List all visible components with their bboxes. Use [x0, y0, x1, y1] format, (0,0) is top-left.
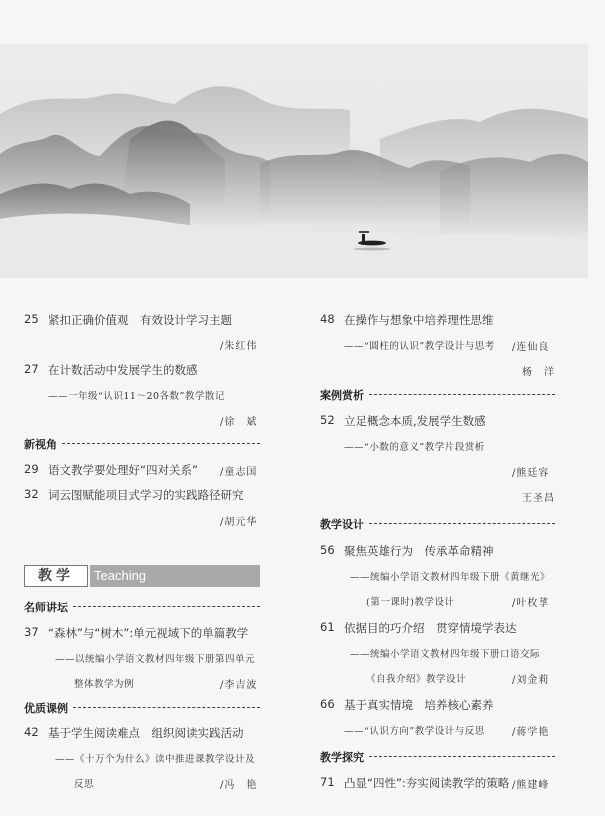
landscape-illustration — [0, 44, 588, 278]
page-number: 52 — [320, 413, 335, 427]
article-title[interactable]: 凸显“四性”:夯实阅读教学的策略 — [344, 776, 510, 790]
article-title[interactable]: 依据目的巧介绍 贯穿情境学表达 — [344, 621, 517, 635]
article-subtitle: 反思 — [74, 779, 95, 790]
section-heading: 教学探究 — [320, 751, 364, 764]
page-number: 29 — [24, 462, 39, 476]
article-subtitle: 整体教学为例 — [74, 679, 135, 690]
section-divider — [369, 523, 555, 524]
article-author: 杨 洋 — [522, 367, 555, 378]
section-heading: 新视角 — [24, 438, 57, 451]
page-number: 48 — [320, 312, 335, 326]
article-author: /熊建峰 — [512, 780, 550, 791]
article-title[interactable]: “森林”与“树木”:单元视域下的单篇教学 — [48, 626, 249, 640]
article-title[interactable]: 语文教学要处理好“四对关系” — [48, 463, 198, 477]
article-title[interactable]: 基于学生阅读难点 组织阅读实践活动 — [48, 726, 244, 740]
article-title[interactable]: 紧扣正确价值观 有效设计学习主题 — [48, 313, 232, 327]
article-subtitle: ——统编小学语文教材四年级下册《黄继光》 — [350, 572, 551, 583]
section-divider — [73, 606, 260, 607]
article-subtitle: ——“小数的意义”教学片段赏析 — [344, 442, 485, 453]
article-author: /熊廷容 — [512, 468, 550, 479]
page-number: 32 — [24, 487, 39, 501]
page-number: 25 — [24, 312, 39, 326]
section-divider — [369, 756, 555, 757]
article-subtitle: ——“认识方向”教学设计与反思 — [344, 726, 485, 737]
page-number: 56 — [320, 543, 335, 557]
article-author: /徐 斌 — [220, 417, 258, 428]
article-author: /连仙良 — [512, 342, 550, 353]
section-heading: 案例赏析 — [320, 389, 364, 402]
page-number: 66 — [320, 697, 335, 711]
page-number: 71 — [320, 775, 335, 789]
article-title[interactable]: 在计数活动中发展学生的数感 — [48, 363, 198, 377]
article-subtitle: ——以统编小学语文教材四年级下册第四单元 — [55, 654, 256, 665]
article-subtitle: ——统编小学语文教材四年级下册口语交际 — [350, 649, 541, 660]
article-author: /冯 艳 — [220, 780, 258, 791]
section-heading: 名师讲坛 — [24, 601, 68, 614]
article-author: /叶枚莩 — [512, 598, 550, 609]
page-number: 42 — [24, 725, 39, 739]
article-subtitle: ——“圆柱的认识”教学设计与思考 — [344, 341, 495, 352]
article-title[interactable]: 聚焦英雄行为 传承革命精神 — [344, 544, 494, 558]
article-author: /李吉波 — [220, 680, 258, 691]
article-author: /童志国 — [220, 467, 258, 478]
article-title[interactable]: 词云图赋能项目式学习的实践路径研究 — [48, 488, 244, 502]
article-subtitle: 《自我介绍》教学设计 — [366, 674, 467, 685]
article-subtitle: ——一年级“认识11～20各数”教学散记 — [48, 391, 225, 402]
banner-label-en: Teaching — [94, 568, 147, 583]
section-divider — [369, 394, 555, 395]
article-title[interactable]: 在操作与想象中培养理性思维 — [344, 313, 494, 327]
article-author: /朱红伟 — [220, 341, 258, 352]
section-heading: 优质课例 — [24, 702, 68, 715]
banner-label-cn: 教学 — [24, 565, 88, 587]
page-number: 61 — [320, 620, 335, 634]
article-author: /刘金莉 — [512, 675, 550, 686]
section-heading: 教学设计 — [320, 518, 364, 531]
page-number: 27 — [24, 362, 39, 376]
article-subtitle: ——《十万个为什么》读中推进课教学设计及 — [55, 754, 256, 765]
teaching-section-banner — [24, 565, 260, 587]
article-author: /胡元华 — [220, 517, 258, 528]
article-author: /蒋学艳 — [512, 727, 550, 738]
section-divider — [73, 707, 260, 708]
article-author: 王圣昌 — [522, 493, 555, 504]
article-title[interactable]: 立足概念本质,发展学生数感 — [344, 414, 486, 428]
article-title[interactable]: 基于真实情境 培养核心素养 — [344, 698, 494, 712]
article-subtitle: (第一课时)教学设计 — [366, 597, 455, 608]
section-divider — [62, 443, 260, 444]
page-number: 37 — [24, 625, 39, 639]
